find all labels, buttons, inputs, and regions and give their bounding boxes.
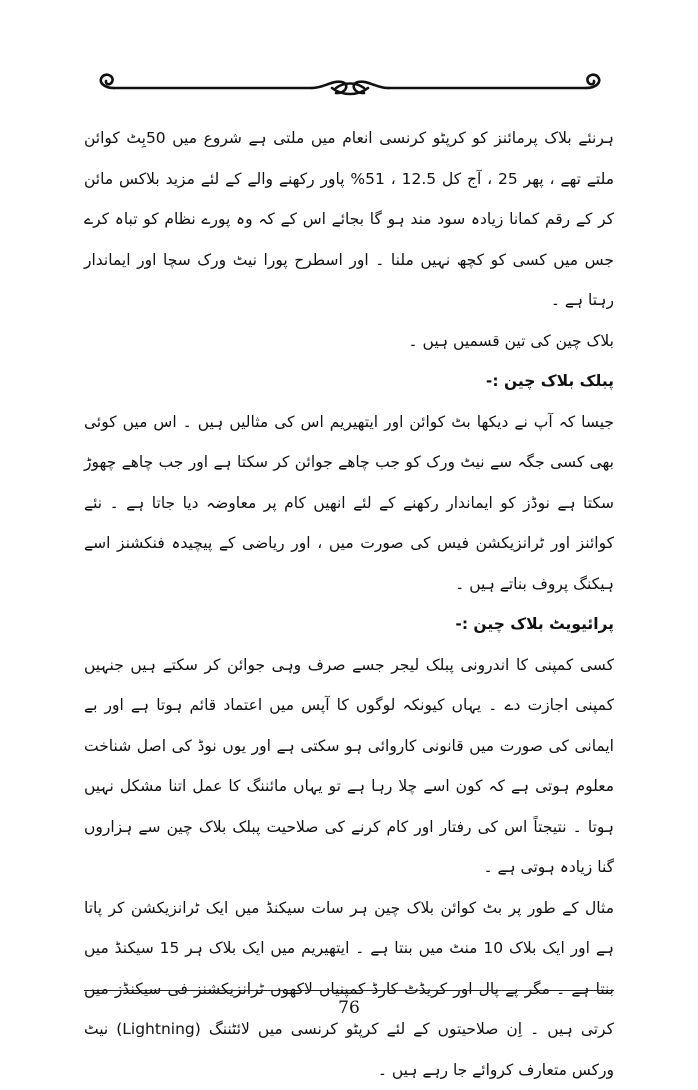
heading-public-blockchain: پبلک بلاک چین :- xyxy=(84,361,614,402)
paragraph-public-blockchain: جیسا کہ آپ نے دیکھا بٹ کوائن اور ایتھیریم اس کی مثالیں ہیں ۔ اس میں کوئی بھی کسی جگہ سے نیٹ ورک کو جب چاھے جوائن کر سکتا ہے اور جب چاھے چھوڑ سکتا ہے نوڈز کو ایماندار رکھنے کے لئے انھیں کام پر معاوضہ دیا جاتا ہے ۔ نئے کوائنز اور ٹرانزیکشن فیس کی صورت میں ، اور ریاضی کے پیچیدہ فنکشنز اسے ہیکنگ پروف بناتے ہیں ۔ xyxy=(84,402,614,605)
heading-private-blockchain: پرائیویٹ بلاک چین :- xyxy=(84,604,614,645)
paragraph-blockchain-types: بلاک چین کی تین قسمیں ہیں ۔ xyxy=(84,321,614,362)
paragraph-block-reward: ہرنئے بلاک پرمائنز کو کرپٹو کرنسی انعام میں ملتی ہے شروع میں 50بِٹ کوائن ملتے تھے ، پھر 25 ، آج کل 12.5 ، 51% پاور رکھنے والے کے لئے مزید بلاکس مائن کر کے رقم کمانا زیادہ سود مند ہو گا بجائے اس کے کہ وہ پورے نظام کو تباہ کرے جس میں کسی کو کچھ نہیں ملنا ۔ اور اسطرح پورا نیٹ ورک سچا اور ایماندار رہتا ہے ۔ xyxy=(84,118,614,321)
paragraph-private-blockchain: کسی کمپنی کا اندرونی پبلک لیجر جسے صرف وہی جوائن کر سکتے ہیں جنہیں کمپنی اجازت دے ۔ یہاں کیونکہ لوگوں کا آپس میں اعتماد قائم ہوتا ہے اور بے ایمانی کی صورت میں قانونی کاروائی ہو سکتی ہے اور یوں نوڈ کی اصل شناخت معلوم ہوتی ہے کہ کون اسے چلا رہا ہے تو یہاں مائننگ کا عمل اتنا مشکل نہیں ہوتا ۔ نتیجتاً اس کی رفتار اور کام کرنے کی صلاحیت پبلک بلاک چین سے ہزاروں گنا زیادہ ہوتی ہے ۔ xyxy=(84,645,614,888)
main-text xyxy=(84,118,614,1090)
ornamental-divider xyxy=(84,72,616,104)
paragraph-transaction-speed: مثال کے طور پر بٹ کوائن بلاک چین ہر سات سیکنڈ میں ایک ٹرانزیکشن کر پاتا ہے اور ایک بلاک 10 منٹ میں بنتا ہے ۔ ایتھیریم میں ایک بلاک ہر 15 سیکنڈ میں بنتا ہے ۔ مگر پے پال اور کریڈٹ کارڈ کمپنیاں لاکھوں ٹرانزیکشنز فی سیکنڈز میں کرتی ہیں ۔ اِن صلاحیتوں کے لئے کرپٹو کرنسی میں لائٹننگ (Lightning) نیٹ ورکس متعارف کروائے جا رہے ہیں ۔ xyxy=(84,888,614,1090)
footer-rule xyxy=(84,990,614,991)
page-number: 76 xyxy=(0,998,698,1018)
